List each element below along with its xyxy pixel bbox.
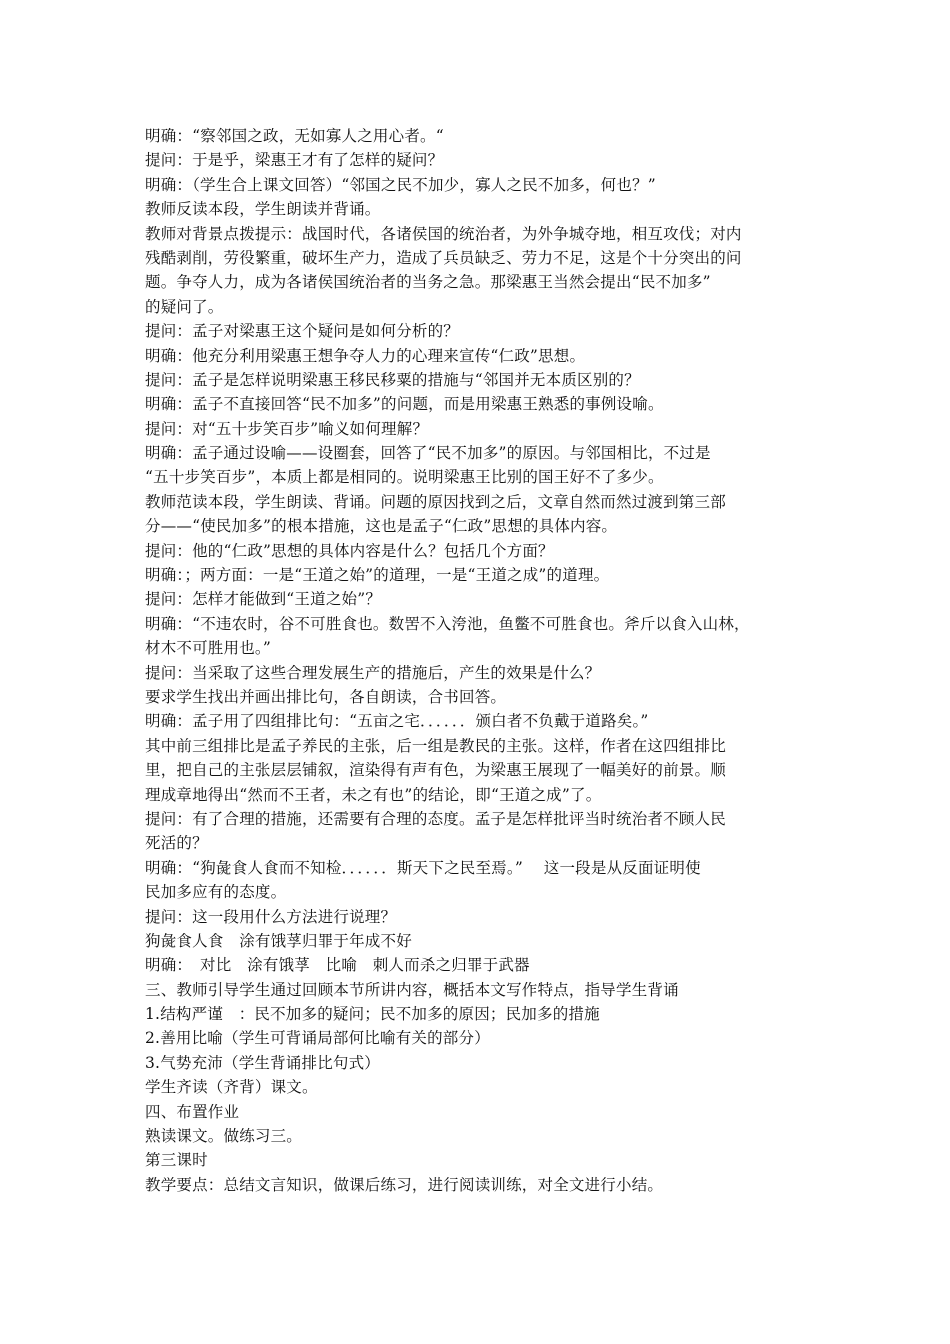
text-line: 提问：于是乎，梁惠王才有了怎样的疑问？: [145, 151, 444, 170]
text-line: 提问：怎样才能做到“王道之始”？: [145, 590, 382, 609]
text-line: 分——“使民加多”的根本措施，这也是孟子“仁政”思想的具体内容。: [145, 517, 618, 536]
section-heading: 三、教师引导学生通过回顾本节所讲内容，概括本文写作特点，指导学生背诵: [145, 980, 679, 999]
text-line: 教师范读本段，学生朗读、背诵。问题的原因找到之后，文章自然而然过渡到第三部: [145, 492, 726, 511]
section-heading: 四、布置作业: [145, 1102, 240, 1121]
text-line: 提问：孟子对梁惠王这个疑问是如何分析的？: [145, 322, 460, 341]
text-line: 的疑问了。: [145, 297, 224, 316]
text-line: 里，把自己的主张层层铺叙，渲染得有声有色，为梁惠王展现了一幅美好的前景。顺: [145, 761, 726, 780]
text-line: 明确：“不违农时，谷不可胜食也。数罟不入洿池，鱼鳖不可胜食也。斧斤以食入山林，: [145, 614, 750, 633]
text-line: 明确：孟子通过设喻——设圈套，回答了“民不加多”的原因。与邻国相比，不过是: [145, 444, 711, 463]
section-heading: 第三课时: [145, 1151, 208, 1170]
list-item: 1.结构严谨 ：民不加多的疑问；民不加多的原因；民加多的措施: [145, 1005, 600, 1024]
text-line: 明确：他充分利用梁惠王想争夺人力的心理来宣传“仁政”思想。: [145, 346, 586, 365]
text-line: 民加多应有的态度。: [145, 883, 287, 902]
text-line: 要求学生找出并画出排比句，各自朗读，合书回答。: [145, 687, 507, 706]
text-line: 教学要点：总结文言知识，做课后练习，进行阅读训练，对全文进行小结。: [145, 1175, 664, 1194]
text-line: 提问：他的“仁政”思想的具体内容是什么？包括几个方面？: [145, 541, 554, 560]
text-line: 明确： 对比 涂有饿莩 比喻 刺人而杀之归罪于武器: [145, 956, 530, 975]
text-line: 明确：“察邻国之政，无如寡人之用心者。“: [145, 127, 444, 145]
text-line: 材木不可胜用也。”: [145, 639, 271, 658]
text-line: 死活的？: [145, 834, 208, 853]
text-line: 明确：孟子用了四组排比句：“五亩之宅．．．．．．颁白者不负戴于道路矣。”: [145, 712, 649, 731]
text-line: 残酷剥削，劳役繁重，破坏生产力，造成了兵员缺乏、劳力不足，这是个十分突出的问: [145, 248, 742, 267]
text-line: 题。争夺人力，成为各诸侯国统治者的当务之急。那梁惠王当然会提出“民不加多”: [145, 273, 711, 292]
text-line: 提问：这一段用什么方法进行说理？: [145, 907, 397, 926]
text-line: 提问：有了合理的措施，还需要有合理的态度。孟子是怎样批评当时统治者不顾人民: [145, 809, 726, 828]
text-line: 提问：对“五十步笑百步”喻义如何理解？: [145, 419, 429, 438]
text-line: 理成章地得出“然而不王者，未之有也”的结论，即“王道之成”了。: [145, 785, 602, 804]
text-line: 提问：当采取了这些合理发展生产的措施后，产生的效果是什么？: [145, 663, 601, 682]
text-line: 提问：孟子是怎样说明梁惠王移民移粟的措施与“邻国并无本质区别的？: [145, 370, 640, 389]
text-line: 学生齐读（齐背）课文。: [145, 1078, 318, 1097]
text-line: 熟读课文。做练习三。: [145, 1127, 303, 1146]
document-page: [145, 124, 815, 1197]
text-line: 教师反读本段，学生朗读并背诵。: [145, 200, 381, 219]
text-line: 明确：“狗彘食人食而不知检．．．．．．斯天下之民至焉。” 这一段是从反面证明使: [145, 858, 701, 877]
list-item: 2.善用比喻（学生可背诵局部何比喻有关的部分）: [145, 1029, 490, 1048]
list-item: 3.气势充沛（学生背诵排比句式）: [145, 1053, 380, 1072]
text-line: 明确：（学生合上课文回答）“邻国之民不加少，寡人之民不加多，何也？”: [145, 175, 656, 194]
text-line: 明确：孟子不直接回答“民不加多”的问题，而是用梁惠王熟悉的事例设喻。: [145, 395, 664, 414]
text-line: 教师对背景点拨提示：战国时代，各诸侯国的统治者，为外争城夺地，相互攻伐；对内: [145, 224, 742, 243]
text-line: 其中前三组排比是孟子养民的主张，后一组是教民的主张。这样，作者在这四组排比: [145, 736, 726, 755]
text-line: “五十步笑百步”，本质上都是相同的。说明梁惠王比别的国王好不了多少。: [145, 468, 664, 487]
text-line: 明确：；两方面：一是“王道之始”的道理，一是“王道之成”的道理。: [145, 566, 610, 585]
text-line: 狗彘食人食 涂有饿莩归罪于年成不好: [145, 931, 412, 950]
